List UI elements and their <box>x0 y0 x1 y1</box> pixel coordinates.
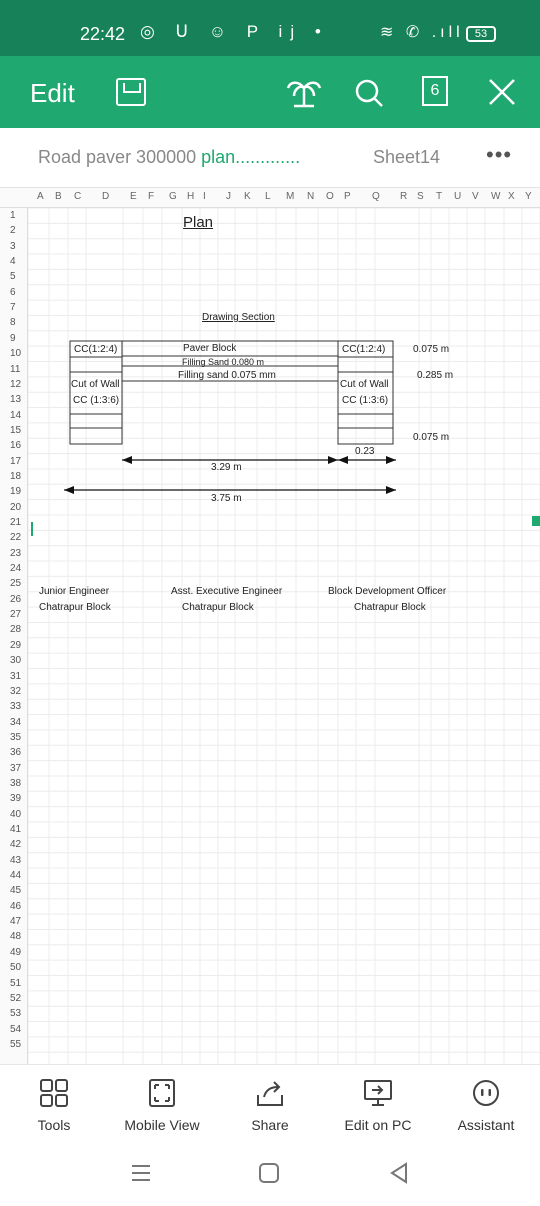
column-header-cell[interactable]: F <box>148 191 155 202</box>
row-header-cell[interactable]: 4 <box>10 256 16 268</box>
share-label: Share <box>251 1117 289 1133</box>
notification-icons: ◎ ᑌ ☺ P ij • <box>140 22 329 41</box>
cut-wall-left-label: Cut of Wall <box>71 379 120 390</box>
row-header-cell[interactable]: 23 <box>10 547 22 559</box>
tools-icon <box>38 1077 70 1109</box>
share-icon <box>254 1077 286 1109</box>
file-name[interactable] <box>38 147 300 168</box>
row-header-cell[interactable]: 53 <box>10 1008 22 1020</box>
spreadsheet[interactable] <box>0 188 540 1064</box>
sig-1-place: Chatrapur Block <box>39 602 111 613</box>
row-header-cell[interactable]: 22 <box>10 532 22 544</box>
row-header-cell[interactable]: 16 <box>10 440 22 452</box>
column-header-cell[interactable]: J <box>226 191 231 202</box>
plan-title: Plan <box>183 214 214 231</box>
sig-2-title: Asst. Executive Engineer <box>171 586 283 597</box>
row-header-cell[interactable]: 15 <box>10 424 22 436</box>
drawing-section <box>0 188 540 528</box>
row-header-cell[interactable]: 19 <box>10 486 22 498</box>
row-header-cell[interactable]: 49 <box>10 946 22 958</box>
mobile-view-label: Mobile View <box>124 1117 200 1133</box>
row-header-cell[interactable]: 36 <box>10 747 22 759</box>
column-header-cell[interactable]: T <box>436 191 443 202</box>
column-header-cell[interactable]: S <box>417 191 424 202</box>
file-bar <box>0 128 540 188</box>
row-header-cell[interactable]: 28 <box>10 624 22 636</box>
assistant-button[interactable] <box>436 1073 536 1133</box>
row-header-cell[interactable]: 46 <box>10 900 22 912</box>
dim-label-329: 3.29 m <box>211 462 242 473</box>
row-header-cell[interactable]: 14 <box>10 409 22 421</box>
row-header-cell[interactable]: 55 <box>10 1038 22 1050</box>
column-header-cell[interactable]: A <box>37 191 44 202</box>
top-toolbar <box>0 56 540 128</box>
row-header-cell[interactable]: 25 <box>10 578 22 590</box>
search-icon[interactable] <box>354 78 384 108</box>
status-bar <box>0 0 540 56</box>
row-header-cell[interactable]: 8 <box>10 317 16 329</box>
dim-label-1: 0.075 m <box>413 344 450 355</box>
cut-wall-right-label: Cut of Wall <box>340 379 389 390</box>
palm-tree-icon[interactable] <box>286 76 322 108</box>
column-header-cell[interactable]: Y <box>525 191 532 202</box>
filling-sand-label-1: Filling Sand 0.080 m <box>182 357 265 367</box>
mobile-view-icon <box>146 1077 178 1109</box>
dim-label-023: 0.23 <box>355 446 375 457</box>
cc-right-label: CC(1:2:4) <box>342 344 386 355</box>
row-header-cell[interactable]: 21 <box>10 517 22 528</box>
column-header-cell[interactable]: G <box>169 191 177 202</box>
row-header-cell[interactable]: 6 <box>10 286 16 298</box>
row-header-cell[interactable]: 54 <box>10 1023 22 1035</box>
row-header-cell[interactable]: 31 <box>10 670 22 682</box>
sig-3-title: Block Development Officer <box>328 586 447 597</box>
row-header-cell[interactable]: 47 <box>10 916 22 928</box>
row-header-cell[interactable]: 50 <box>10 962 22 974</box>
file-name-highlight: plan............. <box>201 147 301 167</box>
row-header-cell[interactable]: 27 <box>10 609 22 621</box>
column-header-cell[interactable]: W <box>491 191 501 202</box>
bottom-toolbar <box>0 1064 540 1140</box>
sig-1-title: Junior Engineer <box>39 586 110 597</box>
row-header-cell[interactable]: 37 <box>10 762 22 774</box>
column-header-cell[interactable]: K <box>244 191 251 202</box>
sig-2-place: Chatrapur Block <box>182 602 254 613</box>
monitor-icon <box>362 1077 394 1109</box>
tools-button[interactable] <box>4 1073 104 1133</box>
edit-button[interactable]: Edit <box>30 78 75 108</box>
battery-icon: 53 <box>466 26 496 42</box>
row-header-cell[interactable]: 18 <box>10 470 22 482</box>
drawing-section-label: Drawing Section <box>202 312 275 323</box>
row-header-cell[interactable]: 34 <box>10 716 22 728</box>
row-header-cell[interactable]: 29 <box>10 639 22 651</box>
cc-left-label: CC(1:2:4) <box>74 344 118 355</box>
column-header-cell[interactable]: V <box>472 191 479 202</box>
edit-on-pc-label: Edit on PC <box>344 1117 412 1133</box>
row-header-cell[interactable]: 17 <box>10 455 22 467</box>
paver-block-label: Paver Block <box>183 343 237 354</box>
back-icon[interactable] <box>386 1160 412 1186</box>
dim-label-375: 3.75 m <box>211 493 242 504</box>
share-button[interactable] <box>220 1073 320 1133</box>
cc-136-left-label: CC (1:3:6) <box>73 395 120 406</box>
dim-label-2: 0.285 m <box>417 370 454 381</box>
row-header-cell[interactable]: 1 <box>10 210 16 221</box>
column-header-cell[interactable]: C <box>74 191 82 202</box>
row-header-cell[interactable]: 42 <box>10 839 22 851</box>
close-icon[interactable] <box>488 78 516 106</box>
column-header-cell[interactable]: U <box>454 191 462 202</box>
column-header-cell[interactable]: I <box>203 191 206 202</box>
more-icon[interactable]: ••• <box>486 142 513 167</box>
row-header-cell[interactable]: 51 <box>10 977 22 989</box>
dim-label-3: 0.075 m <box>413 432 450 443</box>
row-header-cell[interactable]: 26 <box>10 593 22 605</box>
row-header-cell[interactable]: 24 <box>10 563 22 575</box>
row-header-cell[interactable]: 12 <box>10 378 22 390</box>
row-header-cell[interactable]: 2 <box>10 225 16 237</box>
filling-sand-label-2: Filling sand 0.075 mm <box>178 370 276 381</box>
column-header-cell[interactable]: P <box>344 191 351 202</box>
row-header-cell[interactable]: 41 <box>10 824 22 835</box>
column-header-cell[interactable]: Q <box>372 191 380 202</box>
row-header-cell[interactable]: 3 <box>10 240 16 252</box>
recent-apps-icon[interactable] <box>128 1160 154 1186</box>
row-header-cell[interactable]: 13 <box>10 394 22 406</box>
home-icon[interactable] <box>256 1160 282 1186</box>
column-header-cell[interactable]: E <box>130 191 137 202</box>
row-header-cell[interactable]: 9 <box>10 332 16 344</box>
row-header-cell[interactable]: 40 <box>10 808 22 820</box>
row-header-cell[interactable]: 39 <box>10 793 22 805</box>
column-header-cell[interactable]: R <box>400 191 408 202</box>
row-header-cell[interactable]: 32 <box>10 685 22 697</box>
row-header-cell[interactable]: 48 <box>10 931 22 943</box>
sig-3-place: Chatrapur Block <box>354 602 426 613</box>
system-nav-bar <box>0 1140 540 1206</box>
mobile-view-button[interactable] <box>112 1073 212 1133</box>
assistant-label: Assistant <box>457 1117 515 1133</box>
row-header-cell[interactable]: 44 <box>10 870 22 882</box>
row-header-cell[interactable]: 30 <box>10 655 22 667</box>
column-header-cell[interactable]: M <box>286 191 295 202</box>
sheet-count-button[interactable]: 6 <box>422 76 448 106</box>
row-header-cell[interactable]: 10 <box>10 348 22 360</box>
cc-136-right-label: CC (1:3:6) <box>342 395 389 406</box>
row-header-cell[interactable]: 33 <box>10 701 22 713</box>
column-header-cell[interactable]: N <box>307 191 315 202</box>
column-header-cell[interactable]: O <box>326 191 334 202</box>
column-header-cell[interactable]: D <box>102 191 110 202</box>
assistant-icon <box>470 1077 502 1109</box>
row-header-cell[interactable]: 11 <box>10 363 21 375</box>
file-name-text: Road paver 300000 <box>38 147 197 167</box>
cell-cursor <box>31 522 33 536</box>
column-header-cell[interactable]: H <box>187 191 195 202</box>
save-icon[interactable] <box>116 78 146 106</box>
edit-on-pc-button[interactable] <box>328 1073 428 1133</box>
scroll-handle[interactable] <box>532 516 540 526</box>
row-header-cell[interactable]: 52 <box>10 992 22 1004</box>
row-header-cell[interactable]: 7 <box>10 302 16 314</box>
row-header-cell[interactable]: 45 <box>10 885 22 897</box>
status-time: 22:42 <box>80 24 126 44</box>
row-header-cell[interactable]: 43 <box>10 854 22 866</box>
row-header-cell[interactable]: 20 <box>10 501 22 513</box>
column-header-cell[interactable]: X <box>508 191 515 202</box>
tools-label: Tools <box>37 1117 71 1133</box>
column-header-cell[interactable]: L <box>265 191 271 202</box>
column-header-cell[interactable]: B <box>55 191 62 202</box>
signal-icons: ≋ ✆ .ıll <box>380 24 464 41</box>
row-header-cell[interactable]: 35 <box>10 731 22 743</box>
row-header-cell[interactable]: 38 <box>10 777 22 789</box>
sheet-tab[interactable]: Sheet14 <box>373 147 441 167</box>
row-header-cell[interactable]: 5 <box>10 271 16 283</box>
